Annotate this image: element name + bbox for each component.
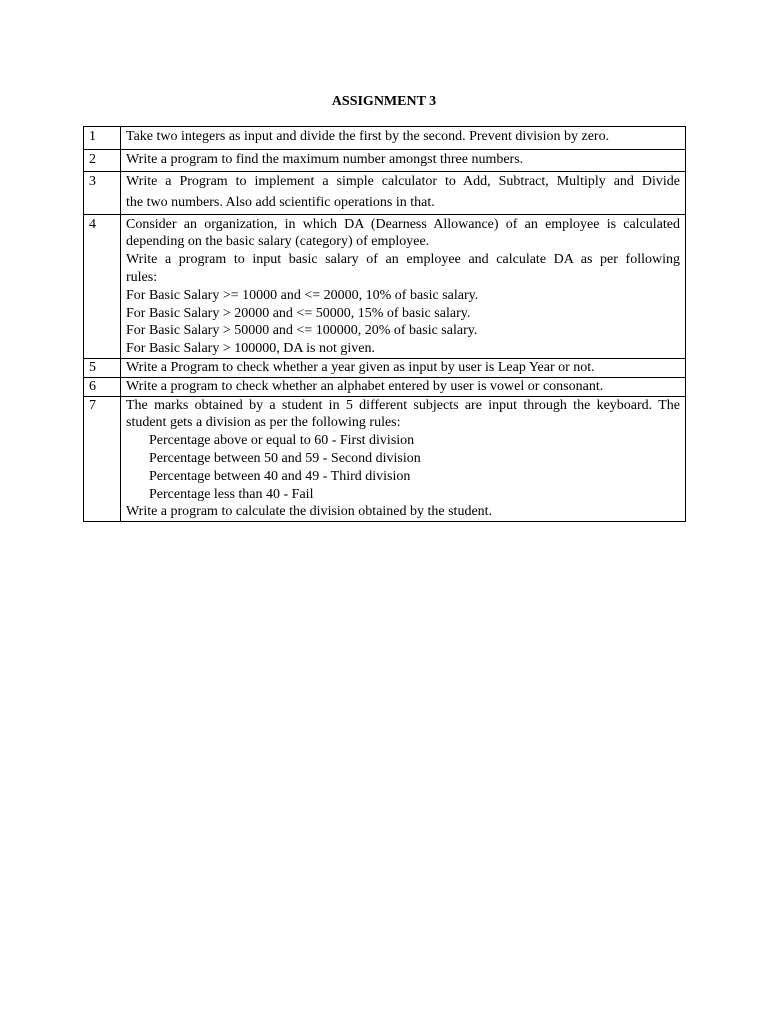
question-line: Percentage between 40 and 49 - Third division: [149, 468, 411, 484]
question-line: the two numbers. Also add scientific operations in that.: [126, 194, 435, 210]
question-number: 7: [84, 396, 121, 522]
question-line: For Basic Salary >= 10000 and <= 20000, 10% of basic salary.: [126, 287, 479, 303]
question-number: 4: [84, 214, 121, 358]
question-line: rules:: [126, 269, 158, 285]
question-line: For Basic Salary > 50000 and <= 100000, 20% of basic salary.: [126, 323, 478, 339]
question-text: [121, 150, 686, 172]
question-line: Write a Program to implement a simple calculator to Add, Subtract, Multiply and Divide: [126, 174, 680, 189]
question-line: Percentage between 50 and 59 - Second division: [149, 450, 421, 466]
question-line: For Basic Salary > 20000 and <= 50000, 15% of basic salary.: [126, 305, 471, 321]
question-text: [121, 396, 686, 522]
question-line: Write a Program to check whether a year given as input by user is Leap Year or not.: [126, 359, 595, 375]
assignment-row: [84, 396, 686, 522]
question-text: [121, 358, 686, 377]
question-text: [121, 127, 686, 150]
question-line: Take two integers as input and divide the first by the second. Prevent division by zero.: [126, 129, 610, 144]
question-line: Percentage above or equal to 60 - First division: [149, 433, 415, 449]
assignment-row: [84, 377, 686, 396]
question-line: Write a program to check whether an alphabet entered by user is vowel or consonant.: [126, 378, 604, 394]
question-text: [121, 172, 686, 215]
page-title: ASSIGNMENT 3: [331, 94, 437, 109]
question-line: Write a program to input basic salary of an employee and calculate DA as per following: [126, 252, 680, 268]
question-number: 3: [84, 172, 121, 215]
question-number: 6: [84, 377, 121, 396]
question-text: [121, 214, 686, 358]
assignment-row: [84, 172, 686, 215]
question-number: 2: [84, 150, 121, 172]
question-line: depending on the basic salary (category) of employee.: [126, 234, 430, 250]
question-number: 1: [84, 127, 121, 150]
question-text: [121, 377, 686, 396]
assignment-row: [84, 358, 686, 377]
question-line: For Basic Salary > 100000, DA is not given.: [126, 341, 375, 357]
question-line: The marks obtained by a student in 5 different subjects are input through the keyboard. The: [126, 397, 680, 413]
assignment-row: [84, 150, 686, 172]
question-line: Write a program to calculate the division obtained by the student.: [126, 504, 493, 520]
question-line: Consider an organization, in which DA (Dearness Allowance) of an employee is calculated: [126, 216, 680, 232]
assignment-table: [83, 126, 686, 522]
assignment-row: [84, 214, 686, 358]
assignment-row: [84, 127, 686, 150]
question-line: Write a program to find the maximum number amongst three numbers.: [126, 152, 524, 167]
question-number: 5: [84, 358, 121, 377]
question-line: student gets a division as per the following rules:: [126, 415, 401, 431]
question-line: Percentage less than 40 - Fail: [149, 486, 314, 502]
